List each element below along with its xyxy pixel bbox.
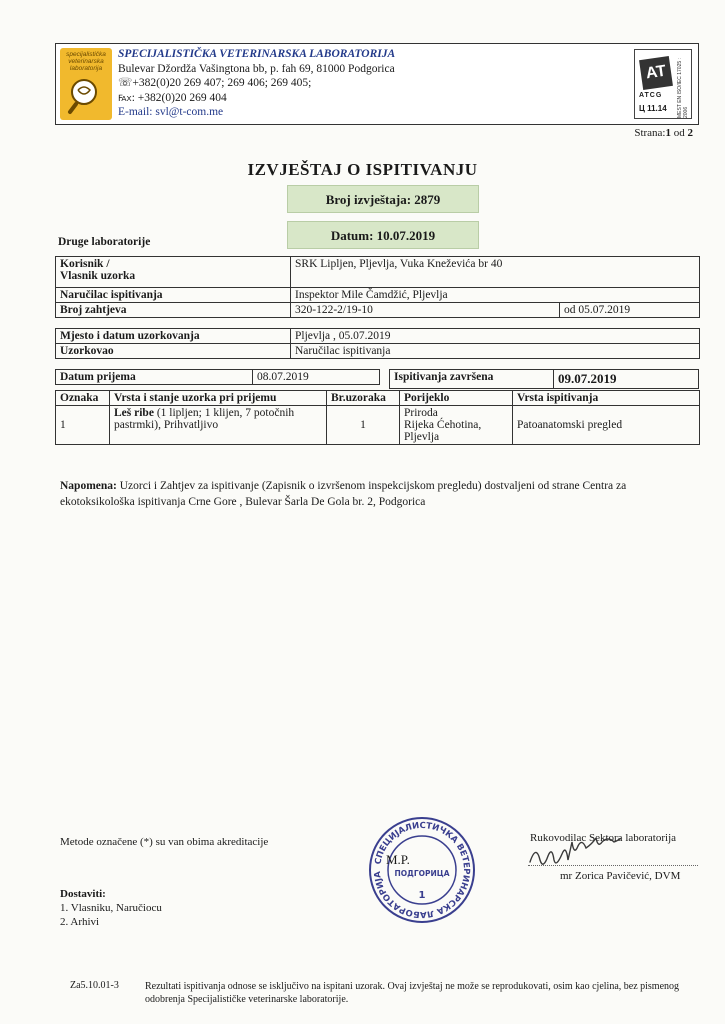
table-row (56, 406, 700, 445)
atcg-code: Ц 11.14 (639, 104, 667, 113)
note (60, 478, 680, 510)
lab-logo (60, 48, 112, 120)
owner-label-2: Vlasnik uzorka (60, 270, 136, 282)
sampler-value: Naručilac ispitivanja (291, 344, 700, 359)
lab-address: Bulevar Džordža Vašingtona bb, p. fah 69, 81000 Podgorica (118, 62, 395, 75)
report-date: 10.07.2019 (376, 228, 436, 243)
client-table (55, 256, 700, 318)
sampler-label: Uzorkovao (56, 344, 291, 359)
atcg-logo-icon: AT (639, 56, 673, 90)
atcg-standard: MEST EN ISO/IEC 17025 : 2006 (677, 58, 689, 118)
lab-fax: ℻: +382(0)20 269 404 (118, 91, 227, 104)
note-text: Uzorci i Zahtjev za ispitivanje (Zapisnik o izvršenom inspekcijskom pregledu) dostvaljeni od strane Centra za ekotoksikološka ispitivanja Crne Gore , Bulevar Šarla De Gola br. 2, Podgorica (60, 480, 627, 508)
other-labs-label: Druge laboratorije (58, 236, 151, 248)
lab-phone: ☏+382(0)20 269 407; 269 406; 269 405; (118, 77, 312, 90)
received-label: Datum prijema (56, 370, 253, 385)
stamp-city: ПОДГОРИЦА (394, 869, 450, 878)
completed-label: Ispitivanja završena (390, 370, 554, 389)
owner-value: SRK Lipljen, Pljevlja, Vuka Kneževića br 40 (291, 257, 700, 288)
report-number-box (287, 185, 479, 213)
deliver-to (60, 887, 162, 929)
logo-line-1: specijalistička (66, 51, 106, 58)
magnifier-icon (66, 76, 106, 116)
lab-email: E-mail: svl@t-com.me (118, 106, 224, 119)
origin-line-3: Pljevlja (404, 431, 440, 443)
col-header-sample-type: Vrsta i stanje uzorka pri prijemu (110, 391, 327, 406)
accreditation-badge (634, 49, 692, 119)
sampling-place-label: Mjesto i datum uzorkovanja (56, 329, 291, 344)
completed-date-table (389, 369, 699, 389)
form-code: Za5.10.01-3 (70, 980, 119, 991)
deliver-label: Dostaviti: (60, 888, 106, 900)
orderer-value: Inspektor Mile Čamdžić, Pljevlja (291, 288, 700, 303)
sample-type (110, 406, 327, 445)
received-date-table (55, 369, 380, 385)
stamp-mp: M.P. (386, 852, 410, 867)
signatory-name: mr Zorica Pavičević, DVM (560, 870, 681, 882)
stamp-ring-text: СПЕЦИЈАЛИСТИЧКА ВЕТЕРИНАРСКА ЛАБОРАТОРИЈА (372, 820, 472, 920)
logo-line-2: veterinarska (68, 58, 104, 65)
request-date: od 05.07.2019 (560, 303, 700, 318)
sample-test-type: Patoanatomski pregled (513, 406, 700, 445)
sampling-table (55, 328, 700, 359)
sampling-place-value: Pljevlja , 05.07.2019 (291, 329, 700, 344)
stamp-number: 1 (418, 890, 426, 901)
official-stamp (366, 814, 478, 926)
col-header-mark: Oznaka (56, 391, 110, 406)
origin-line-2: Rijeka Ćehotina, (404, 419, 482, 431)
sample-type-bold: Leš ribe (114, 407, 154, 419)
list-item: 1. Vlasniku, Naručiocu (60, 902, 162, 914)
request-value: 320-122-2/19-10 (291, 303, 560, 318)
sample-count: 1 (327, 406, 400, 445)
col-header-test-type: Vrsta ispitivanja (513, 391, 700, 406)
signatory-title: Rukovodilac Sektora laboratorija (530, 832, 677, 844)
list-item: 2. Arhivi (60, 916, 100, 928)
owner-label: Korisnik / (60, 258, 110, 270)
page-number: Strana:1 od 2 (634, 127, 693, 139)
report-date-label: Datum: (330, 228, 374, 243)
col-header-count: Br.uzoraka (327, 391, 400, 406)
logo-line-3: laboratorija (69, 65, 103, 72)
origin-line-1: Priroda (404, 407, 438, 419)
report-date-box (287, 221, 479, 249)
request-label: Broj zahtjeva (56, 303, 291, 318)
lab-name: SPECIJALISTIČKA VETERINARSKA LABORATORIJA (118, 48, 396, 60)
received-value: 08.07.2019 (253, 370, 380, 385)
atcg-label: ATCG (639, 92, 663, 99)
note-label: Napomena: (60, 480, 117, 492)
footer-disclaimer: Rezultati ispitivanja odnose se isključivo na ispitani uzorak. Ovaj izvještaj ne može se reprodukovati, osim kao cjelina, bez pismenog odobrenja Specijalističke veterinarske laboratorije. (145, 981, 680, 1005)
sample-mark: 1 (56, 406, 110, 445)
col-header-origin: Porijeklo (400, 391, 513, 406)
methods-note: Metode označene (*) su van obima akreditacije (60, 836, 269, 848)
samples-header-row (56, 391, 700, 406)
letterhead (55, 43, 699, 125)
orderer-label: Naručilac ispitivanja (56, 288, 291, 303)
samples-table (55, 390, 700, 445)
completed-value: 09.07.2019 (554, 370, 699, 389)
sample-type-rest: (1 lipljen; 1 klijen, 7 potočnih pastrmki), Prihvatljivo (114, 407, 295, 431)
handwritten-signature (526, 838, 646, 874)
report-number-label: Broj izvještaja: (325, 192, 412, 207)
page-title: IZVJEŠTAJ O ISPITIVANJU (247, 160, 478, 179)
sample-origin (400, 406, 513, 445)
report-number: 2879 (414, 192, 441, 207)
signature-line (528, 865, 698, 866)
